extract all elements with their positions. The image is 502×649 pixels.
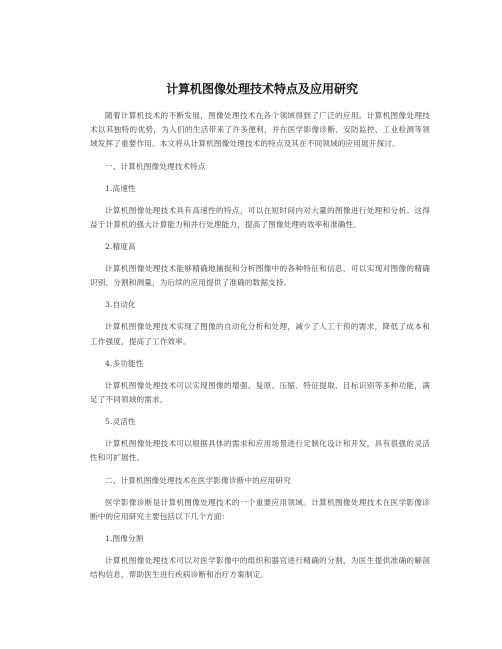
subheading-flexibility: 5.灵活性 bbox=[105, 417, 136, 427]
intro-paragraph: 随着计算机技术的不断发展，图像处理技术在各个领域得到了广泛的应用。计算机图像处理技术以其独特的优势，为人们的生活带来了许多便利，并在医学影像诊断、安防监控、工业检测等领域发挥了重要作用。本文将从计算机图像处理技术的特点及其在不同领域的应用展开探讨。 bbox=[90, 111, 430, 149]
paragraph-precision: 计算机图像处理技术能够精确地捕捉和分析图像中的各种特征和信息，可以实现对图像的精确识别、分割和测量，为后续的应用提供了准确的数据支持。 bbox=[90, 264, 430, 288]
paragraph-medical-intro: 医学影像诊断是计算机图像处理技术的一个重要应用领域。计算机图像处理技术在医学影像诊断中的应用研究主要包括以下几个方面： bbox=[90, 497, 430, 521]
document-title: 计算机图像处理技术特点及应用研究 bbox=[165, 82, 358, 96]
subheading-multifunction: 4.多功能性 bbox=[105, 358, 144, 368]
section-heading-2: 二、计算机图像处理技术在医学影像诊断中的应用研究 bbox=[105, 475, 291, 485]
section-heading-1: 一、计算机图像处理技术特点 bbox=[105, 161, 206, 171]
paragraph-segmentation: 计算机图像处理技术可以对医学影像中的组织和器官进行精确的分割，为医生提供准确的解剖结构信息，帮助医生进行疾病诊断和治疗方案制定。 bbox=[90, 556, 430, 580]
subheading-speed: 1.高速性 bbox=[105, 183, 136, 193]
paragraph-multifunction: 计算机图像处理技术可以实现图像的增强、复原、压缩、特征提取、目标识别等多种功能，满足了不同领域的需求。 bbox=[90, 380, 430, 405]
subheading-precision: 2.精度高 bbox=[105, 242, 136, 252]
paragraph-flexibility: 计算机图像处理技术可以根据具体的需求和应用场景进行定制化设计和开发，具有很强的灵活性和可扩展性。 bbox=[90, 439, 430, 463]
paragraph-speed: 计算机图像处理技术具有高速性的特点，可以在短时间内对大量的图像进行处理和分析。这得益于计算机的强大计算能力和并行处理能力，提高了图像处理的效率和准确性。 bbox=[90, 205, 430, 229]
subheading-segmentation: 1.图像分割 bbox=[105, 534, 144, 544]
paragraph-automation: 计算机图像处理技术实现了图像的自动化分析和处理，减少了人工干预的需求，降低了成本和工作强度，提高了工作效率。 bbox=[90, 322, 430, 346]
subheading-automation: 3.自动化 bbox=[105, 300, 136, 310]
